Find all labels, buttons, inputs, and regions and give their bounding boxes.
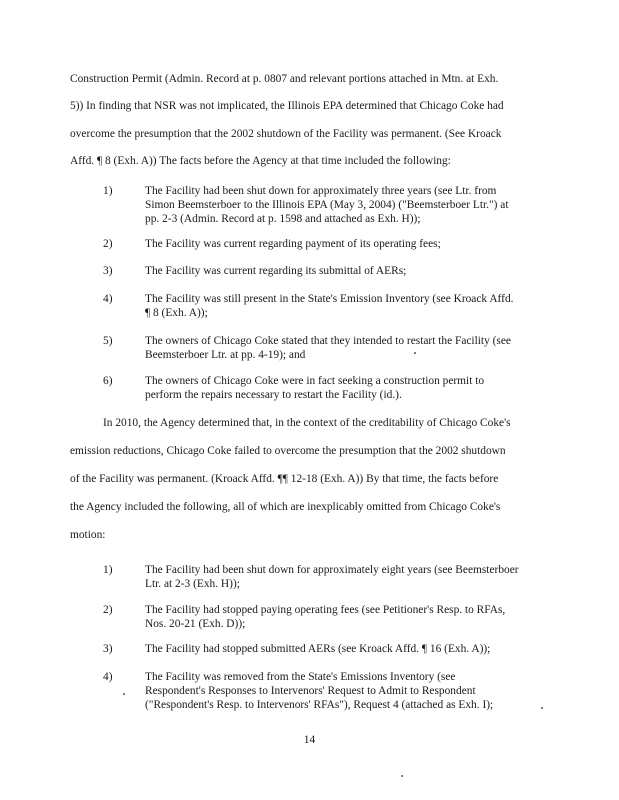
list-item-line: The owners of Chicago Coke were in fact seeking a construction permit to bbox=[145, 375, 485, 387]
list-item-line: Beemsterboer Ltr. at pp. 4-19); and bbox=[145, 349, 306, 361]
list-2-item-2-number: 2) bbox=[103, 604, 113, 616]
list-2-item-2 bbox=[145, 603, 545, 631]
paragraph-1-line-1: Construction Permit (Admin. Record at p. 0807 and relevant portions attached in Mtn. at Exh. bbox=[70, 73, 499, 85]
list-1-item-5-number: 5) bbox=[103, 335, 113, 347]
list-1-item-2 bbox=[145, 237, 545, 251]
list-1-item-3-number: 3) bbox=[103, 265, 113, 277]
scan-speck bbox=[414, 352, 416, 354]
scan-speck bbox=[123, 693, 125, 695]
list-2-item-3 bbox=[145, 642, 545, 656]
list-item-line: ("Respondent's Resp. to Intervenors' RFAs"), Request 4 (attached as Exh. I); bbox=[145, 699, 494, 711]
list-2-item-3-number: 3) bbox=[103, 643, 113, 655]
list-item-line: The Facility had stopped submitted AERs (see Kroack Affd. ¶ 16 (Exh. A)); bbox=[145, 643, 491, 655]
paragraph-1-line-3: overcome the presumption that the 2002 shutdown of the Facility was permanent. (See Kroack bbox=[70, 128, 502, 140]
paragraph-2-line-4: the Agency included the following, all of which are inexplicably omitted from Chicago Coke's bbox=[70, 501, 501, 513]
list-item-line: pp. 2-3 (Admin. Record at p. 1598 and attached as Exh. H)); bbox=[145, 213, 421, 225]
list-1-item-4 bbox=[145, 292, 545, 320]
list-item-line: Simon Beemsterboer to the Illinois EPA (May 3, 2004) ("Beemsterboer Ltr.") at bbox=[145, 199, 509, 211]
list-2-item-1-number: 1) bbox=[103, 564, 113, 576]
list-item-line: Ltr. at 2-3 (Exh. H)); bbox=[145, 578, 240, 590]
list-2-item-4-number: 4) bbox=[103, 671, 113, 683]
paragraph-1-line-2: 5)) In finding that NSR was not implicated, the Illinois EPA determined that Chicago Coke had bbox=[70, 100, 504, 112]
list-item-line: The Facility was current regarding its submittal of AERs; bbox=[145, 265, 407, 277]
list-item-line: ¶ 8 (Exh. A)); bbox=[145, 307, 208, 319]
list-1-item-2-number: 2) bbox=[103, 238, 113, 250]
scan-speck bbox=[541, 707, 543, 709]
list-2-item-1 bbox=[145, 563, 545, 591]
list-item-line: The owners of Chicago Coke stated that they intended to restart the Facility (see bbox=[145, 335, 511, 347]
list-1-item-1 bbox=[145, 184, 545, 226]
list-1-item-6-number: 6) bbox=[103, 375, 113, 387]
list-2-item-4 bbox=[145, 670, 545, 712]
list-1-item-6 bbox=[145, 374, 545, 402]
page-number: 14 bbox=[303, 734, 316, 746]
list-1-item-5 bbox=[145, 334, 545, 362]
list-item-line: Respondent's Responses to Intervenors' Request to Admit to Respondent bbox=[145, 685, 476, 697]
list-item-line: The Facility had stopped paying operating fees (see Petitioner's Resp. to RFAs, bbox=[145, 604, 506, 616]
list-1-item-1-number: 1) bbox=[103, 185, 113, 197]
paragraph-1-line-4: Affd. ¶ 8 (Exh. A)) The facts before the Agency at that time included the following: bbox=[70, 155, 451, 167]
paragraph-2-line-2: emission reductions, Chicago Coke failed to overcome the presumption that the 2002 shutdown bbox=[70, 445, 506, 457]
scan-speck bbox=[401, 775, 403, 777]
list-item-line: The Facility was current regarding payment of its operating fees; bbox=[145, 238, 441, 250]
paragraph-2-line-1: In 2010, the Agency determined that, in the context of the creditability of Chicago Coke's bbox=[103, 417, 511, 429]
list-item-line: The Facility was still present in the State's Emission Inventory (see Kroack Affd. bbox=[145, 293, 514, 305]
paragraph-2-line-5: motion: bbox=[70, 529, 106, 541]
paragraph-2-line-3: of the Facility was permanent. (Kroack Affd. ¶¶ 12-18 (Exh. A)) By that time, the facts before bbox=[70, 473, 499, 485]
list-1-item-4-number: 4) bbox=[103, 293, 113, 305]
list-item-line: The Facility had been shut down for approximately eight years (see Beemsterboer bbox=[145, 564, 519, 576]
list-item-line: Nos. 20-21 (Exh. D)); bbox=[145, 618, 246, 630]
list-item-line: perform the repairs necessary to restart the Facility (id.). bbox=[145, 389, 402, 401]
list-item-line: The Facility had been shut down for approximately three years (see Ltr. from bbox=[145, 185, 497, 197]
list-item-line: The Facility was removed from the State's Emissions Inventory (see bbox=[145, 671, 456, 683]
list-1-item-3 bbox=[145, 264, 545, 278]
